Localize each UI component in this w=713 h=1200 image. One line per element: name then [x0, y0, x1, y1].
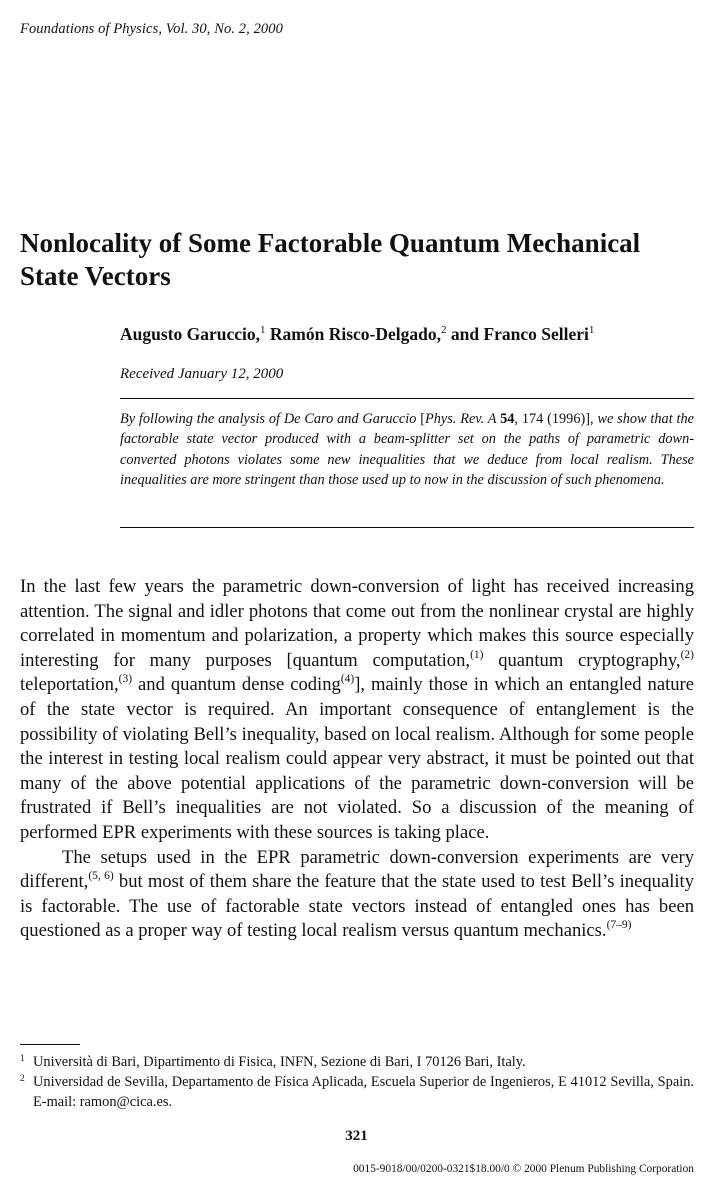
- paragraph-2-text-b: but most of them share the feature that the state used to test Bell’s inequality is factorable. The use of factorable state vectors instead of entangled ones has been questioned as a proper way of testing local realism versus quantum mechanics.: [20, 871, 694, 942]
- footnote-1-text: Università di Bari, Dipartimento di Fisica, INFN, Sezione di Bari, I 70126 Bari, Italy.: [33, 1054, 526, 1070]
- author-1-affiliation-mark: 1: [260, 324, 266, 336]
- footnote-2-mark: 2: [20, 1074, 25, 1084]
- author-3-affiliation-mark: 1: [588, 324, 595, 336]
- paragraph-2-text-a: The setups used in the EPR parametric down-conversion experiments are very different,: [20, 846, 694, 893]
- abstract-top-rule: [120, 398, 694, 399]
- abstract-bottom-rule: [120, 527, 694, 528]
- footnote-2-text: Universidad de Sevilla, Departamento de Física Aplicada, Escuela Superior de Ingenieros, E 41012 Sevilla, Spain. E-mail: ramon@cica.es.: [33, 1074, 694, 1110]
- paragraph-1-text-a: In the last few years the parametric down-conversion of light has received increasing attention. The signal and idler photons that come out from the nonlinear crystal are highly correlated in momentum and polarization, a property which makes this source especially interesting for many purposes [quantum computation,: [20, 576, 694, 671]
- footnotes: [20, 1052, 694, 1112]
- author-2-name: Ramón Risco-Delgado,: [269, 324, 441, 344]
- paragraph-2: [20, 846, 694, 944]
- paragraph-1-text-b: quantum cryptography,: [483, 649, 681, 671]
- paper-title: [20, 227, 694, 293]
- abstract-ref-tail: , 174 (1996)],: [514, 411, 594, 427]
- paragraph-1: [20, 575, 694, 846]
- citation-2: (2): [680, 648, 694, 661]
- paragraph-1-text-c: teleportation,: [20, 674, 119, 696]
- journal-header: Foundations of Physics, Vol. 30, No. 2, 2000: [20, 21, 283, 37]
- abstract-journal-ref: Phys. Rev. A: [425, 411, 497, 427]
- author-list: [120, 324, 694, 345]
- body-text: [20, 575, 694, 944]
- abstract-volume: 54: [500, 411, 515, 427]
- abstract-text-2: we show that the factorable state vector produced with a beam-splitter set on the paths of parametric down-converted photons violates some new inequalities that we deduce from local realism. These inequalities are more stringent than those used up to now in the discussion of such phenomena.: [120, 411, 694, 489]
- citation-1: (1): [470, 648, 484, 661]
- abstract-bracket: [: [420, 411, 425, 427]
- abstract: [120, 409, 694, 491]
- footnote-1: [20, 1052, 694, 1072]
- title-line-2: State Vectors: [20, 261, 171, 291]
- title-line-1: Nonlocality of Some Factorable Quantum Mechanical: [20, 228, 641, 258]
- page-number: 321: [345, 1128, 368, 1144]
- author-1-name: Augusto Garuccio,: [120, 324, 260, 344]
- citation-3: (3): [118, 673, 133, 686]
- paragraph-1-text-e: ], mainly those in which an entangled nature of the state vector is required. An important consequence of entanglement is the possibility of violating Bell’s inequality, based on local realism. Although for some people the interest in testing local realism could appear very abstract, it must be pointed out that many of the above potential applications of the parametric down-conversion will be frustrated if Bell’s inequalities are not violated. So a discussion of the meaning of performed EPR experiments with these sources is taking place.: [20, 674, 694, 843]
- footnote-rule: [20, 1044, 80, 1045]
- abstract-text-1: By following the analysis of De Caro and Garuccio: [120, 411, 417, 427]
- received-date: Received January 12, 2000: [120, 366, 284, 382]
- author-2-affiliation-mark: 2: [440, 324, 447, 336]
- author-3-name: and Franco Selleri: [450, 324, 589, 344]
- citation-4: (4): [340, 673, 355, 686]
- footnote-1-mark: 1: [20, 1054, 25, 1064]
- paragraph-1-text-d: and quantum dense coding: [132, 674, 341, 696]
- copyright-footer: 0015-9018/00/0200-0321$18.00/0 © 2000 Plenum Publishing Corporation: [353, 1163, 694, 1175]
- citation-5-6: (5, 6): [88, 870, 114, 883]
- footnote-2: [20, 1072, 694, 1112]
- citation-7-9: (7–9): [606, 919, 632, 932]
